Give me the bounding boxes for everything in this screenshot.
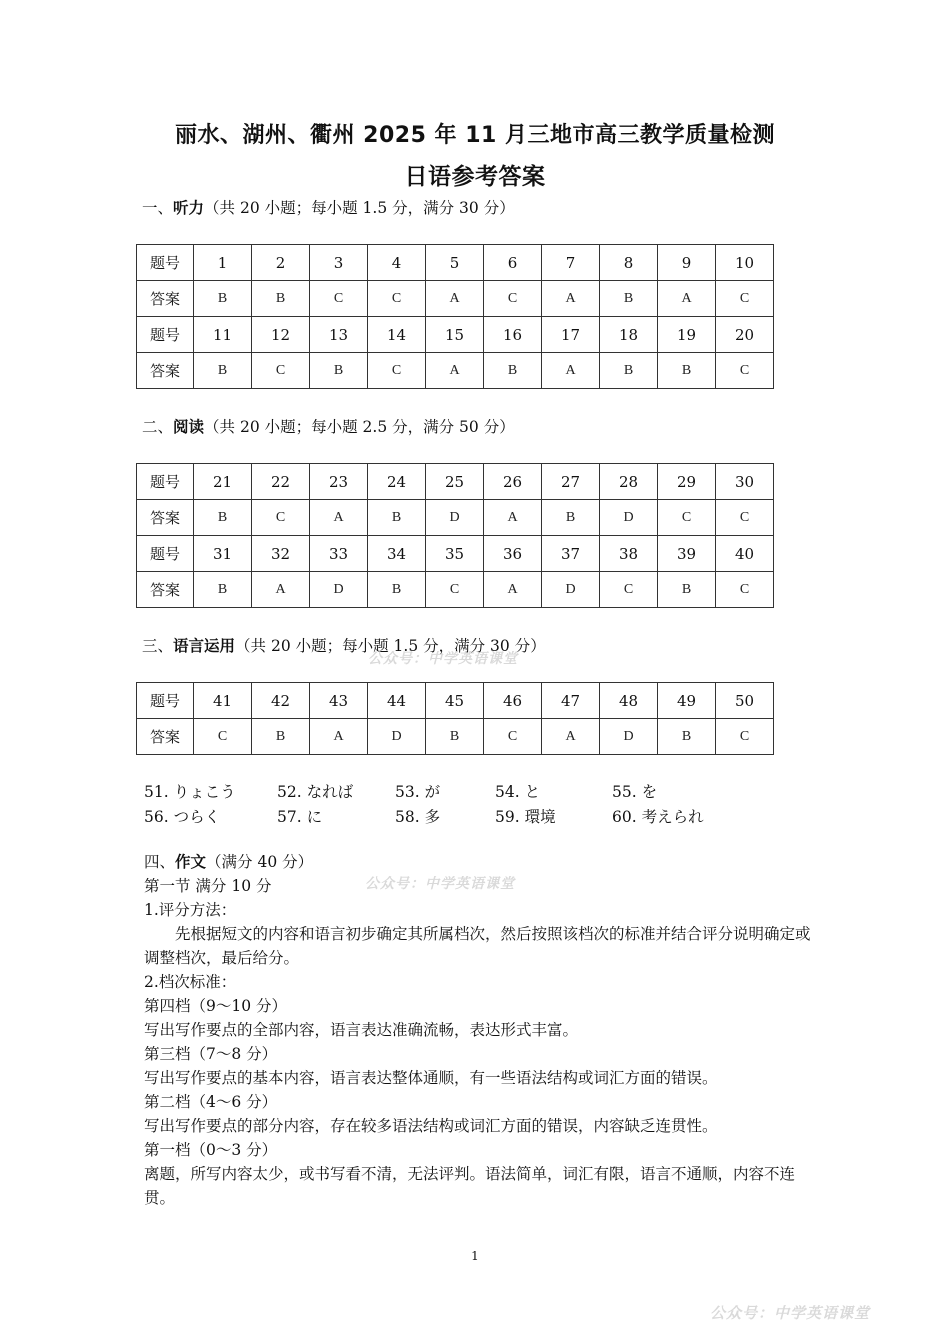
section-heading-listening: 一、听力（共 20 小题；每小题 1.5 分，满分 30 分） — [142, 199, 515, 217]
question-number: 2 — [252, 245, 310, 281]
question-number: 11 — [194, 317, 252, 353]
answer-cell: B — [194, 281, 252, 317]
fill-in-answer: 54. と — [495, 783, 541, 801]
question-number: 16 — [484, 317, 542, 353]
question-number: 25 — [426, 464, 484, 500]
question-number: 21 — [194, 464, 252, 500]
question-number: 6 — [484, 245, 542, 281]
levels-title: 2.档次标准： — [144, 973, 237, 991]
answer-cell: C — [426, 572, 484, 608]
method-text: 先根据短文的内容和语言初步确定其所属档次，然后按照该档次的标准并结合评分说明确定或调整档次，最后给分。 — [144, 925, 811, 967]
question-number: 39 — [658, 536, 716, 572]
row-label: 答案 — [137, 281, 194, 317]
page-number: 1 — [471, 1249, 479, 1263]
row-label: 题号 — [137, 245, 194, 281]
answer-cell: D — [426, 500, 484, 536]
question-number: 30 — [716, 464, 774, 500]
answer-cell: C — [716, 719, 774, 755]
question-number: 38 — [600, 536, 658, 572]
row-label: 题号 — [137, 536, 194, 572]
table-row — [137, 464, 774, 500]
question-number: 7 — [542, 245, 600, 281]
fill-in-answer: 56. つらく — [144, 808, 221, 826]
table-row — [137, 245, 774, 281]
watermark: 公众号：中学英语课堂 — [368, 651, 518, 667]
question-number: 26 — [484, 464, 542, 500]
fill-in-answer: 52. なれば — [277, 783, 354, 801]
question-number: 31 — [194, 536, 252, 572]
row-label: 答案 — [137, 500, 194, 536]
question-number: 41 — [194, 683, 252, 719]
answer-cell: B — [542, 500, 600, 536]
answer-cell: A — [252, 572, 310, 608]
section-heading-reading: 二、阅读（共 20 小题；每小题 2.5 分，满分 50 分） — [142, 418, 515, 436]
fill-in-answer: 60. 考えられ — [612, 808, 704, 826]
answer-cell: C — [716, 281, 774, 317]
row-label: 答案 — [137, 572, 194, 608]
question-number: 27 — [542, 464, 600, 500]
answer-cell: B — [368, 500, 426, 536]
level-description: 写出写作要点的基本内容，语言表达整体通顺，有一些语法结构或词汇方面的错误。 — [144, 1069, 718, 1087]
table-row — [137, 281, 774, 317]
question-number: 12 — [252, 317, 310, 353]
answer-cell: C — [658, 500, 716, 536]
answer-cell: A — [658, 281, 716, 317]
answer-cell: A — [484, 500, 542, 536]
question-number: 42 — [252, 683, 310, 719]
level-description: 写出写作要点的全部内容，语言表达准确流畅，表达形式丰富。 — [144, 1021, 579, 1039]
answer-cell: B — [194, 572, 252, 608]
answer-cell: B — [658, 719, 716, 755]
answer-cell: B — [368, 572, 426, 608]
answer-cell: D — [310, 572, 368, 608]
answer-cell: B — [426, 719, 484, 755]
answer-cell: A — [426, 353, 484, 389]
document-title: 丽水、湖州、衢州 2025 年 11 月三地市高三教学质量检测 — [175, 123, 775, 148]
question-number: 10 — [716, 245, 774, 281]
answer-cell: C — [252, 353, 310, 389]
question-number: 24 — [368, 464, 426, 500]
question-number: 23 — [310, 464, 368, 500]
table-row — [137, 719, 774, 755]
answer-cell: C — [484, 281, 542, 317]
answer-cell: B — [600, 281, 658, 317]
answer-cell: B — [600, 353, 658, 389]
answer-cell: C — [194, 719, 252, 755]
section-heading-language: 三、语言运用（共 20 小题；每小题 1.5 分，满分 30 分） — [142, 637, 546, 655]
level-name: 第二档（4～6 分） — [144, 1093, 278, 1111]
fill-in-answer: 53. が — [395, 783, 441, 801]
writing-section — [144, 850, 814, 1210]
answer-cell: A — [542, 281, 600, 317]
method-title: 1.评分方法： — [144, 901, 237, 919]
question-number: 46 — [484, 683, 542, 719]
question-number: 43 — [310, 683, 368, 719]
table-row — [137, 500, 774, 536]
row-label: 题号 — [137, 317, 194, 353]
question-number: 4 — [368, 245, 426, 281]
answer-cell: B — [252, 719, 310, 755]
answer-cell: B — [252, 281, 310, 317]
answer-cell: A — [426, 281, 484, 317]
question-number: 13 — [310, 317, 368, 353]
answer-cell: C — [310, 281, 368, 317]
question-number: 44 — [368, 683, 426, 719]
question-number: 5 — [426, 245, 484, 281]
answer-cell: C — [252, 500, 310, 536]
question-number: 8 — [600, 245, 658, 281]
answer-cell: C — [600, 572, 658, 608]
question-number: 50 — [716, 683, 774, 719]
question-number: 45 — [426, 683, 484, 719]
answer-cell: A — [542, 353, 600, 389]
answer-cell: A — [310, 500, 368, 536]
question-number: 29 — [658, 464, 716, 500]
table-row — [137, 536, 774, 572]
question-number: 32 — [252, 536, 310, 572]
answer-cell: D — [542, 572, 600, 608]
fill-in-answer: 59. 環境 — [495, 808, 556, 826]
answer-cell: B — [658, 572, 716, 608]
question-number: 49 — [658, 683, 716, 719]
answer-cell: C — [368, 353, 426, 389]
answer-cell: B — [194, 500, 252, 536]
question-number: 17 — [542, 317, 600, 353]
question-number: 48 — [600, 683, 658, 719]
level-description: 写出写作要点的部分内容，存在较多语法结构或词汇方面的错误，内容缺乏连贯性。 — [144, 1117, 718, 1135]
row-label: 题号 — [137, 683, 194, 719]
question-number: 3 — [310, 245, 368, 281]
answer-cell: B — [484, 353, 542, 389]
answer-cell: C — [716, 572, 774, 608]
answer-cell: B — [658, 353, 716, 389]
question-number: 37 — [542, 536, 600, 572]
answer-cell: D — [600, 719, 658, 755]
fill-in-answer: 51. りょこう — [144, 783, 236, 801]
table-row — [137, 353, 774, 389]
answer-cell: A — [542, 719, 600, 755]
question-number: 15 — [426, 317, 484, 353]
language-answer-table — [136, 682, 774, 755]
row-label: 题号 — [137, 464, 194, 500]
question-number: 14 — [368, 317, 426, 353]
question-number: 19 — [658, 317, 716, 353]
part-title: 第一节 满分 10 分 — [144, 877, 272, 895]
answer-cell: C — [368, 281, 426, 317]
fill-in-answer: 57. に — [277, 808, 323, 826]
question-number: 18 — [600, 317, 658, 353]
answer-cell: C — [716, 353, 774, 389]
fill-in-answer: 58. 多 — [395, 808, 441, 826]
question-number: 47 — [542, 683, 600, 719]
answer-cell: D — [368, 719, 426, 755]
question-number: 33 — [310, 536, 368, 572]
question-number: 35 — [426, 536, 484, 572]
document-subtitle: 日语参考答案 — [404, 164, 546, 190]
question-number: 20 — [716, 317, 774, 353]
listening-answer-table — [136, 244, 774, 389]
question-number: 22 — [252, 464, 310, 500]
fill-in-answer: 55. を — [612, 783, 658, 801]
answer-cell: B — [194, 353, 252, 389]
table-row — [137, 683, 774, 719]
level-name: 第三档（7～8 分） — [144, 1045, 278, 1063]
question-number: 40 — [716, 536, 774, 572]
watermark: 公众号：中学英语课堂 — [365, 876, 515, 892]
answer-cell: C — [484, 719, 542, 755]
level-description: 离题，所写内容太少，或书写看不清，无法评判。语法简单，词汇有限，语言不通顺，内容不连贯。 — [144, 1165, 796, 1207]
question-number: 34 — [368, 536, 426, 572]
question-number: 28 — [600, 464, 658, 500]
table-row — [137, 572, 774, 608]
answer-cell: B — [310, 353, 368, 389]
reading-answer-table — [136, 463, 774, 608]
question-number: 36 — [484, 536, 542, 572]
table-row — [137, 317, 774, 353]
level-name: 第一档（0～3 分） — [144, 1141, 278, 1159]
row-label: 答案 — [137, 719, 194, 755]
watermark: 公众号：中学英语课堂 — [710, 1304, 871, 1322]
answer-cell: C — [716, 500, 774, 536]
answer-cell: A — [310, 719, 368, 755]
question-number: 1 — [194, 245, 252, 281]
section-heading-writing: 四、作文（满分 40 分） — [144, 853, 314, 871]
question-number: 9 — [658, 245, 716, 281]
answer-cell: D — [600, 500, 658, 536]
row-label: 答案 — [137, 353, 194, 389]
level-name: 第四档（9～10 分） — [144, 997, 288, 1015]
answer-cell: A — [484, 572, 542, 608]
